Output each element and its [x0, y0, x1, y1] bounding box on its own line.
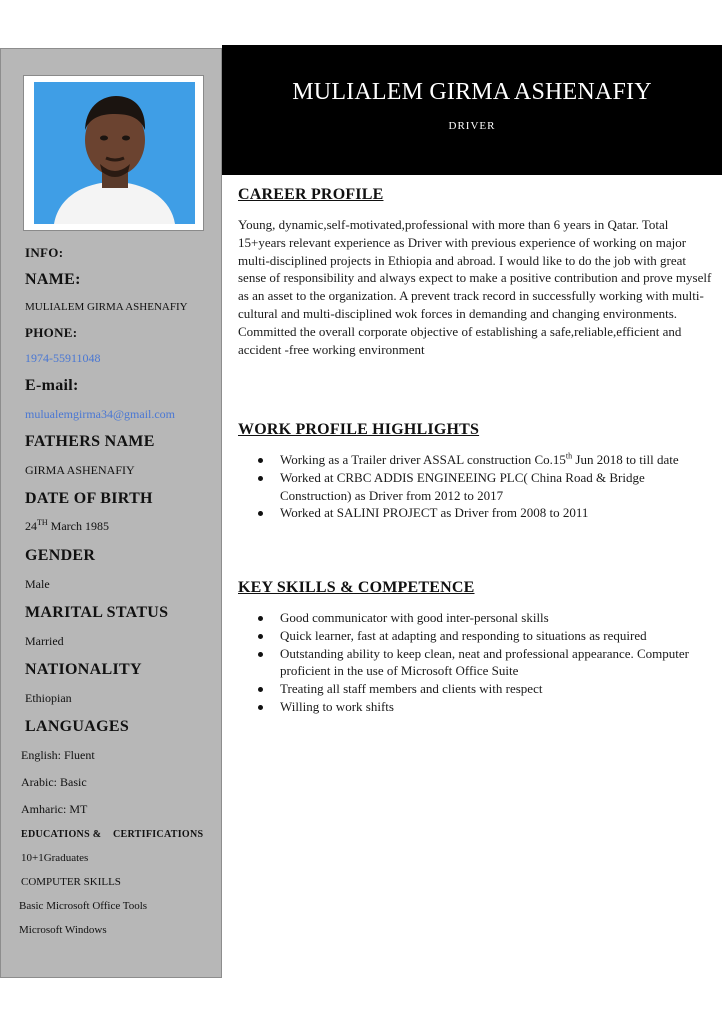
language-arabic: Arabic: Basic: [21, 775, 87, 789]
skill-item: Outstanding ability to keep clean, neat and professional appearance. Computer proficient in the use of Microsoft Office Suite: [256, 645, 696, 681]
nationality-value: Ethiopian: [25, 691, 72, 705]
person-portrait-icon: [34, 82, 195, 224]
gender-value: Male: [25, 577, 50, 591]
certifications-label: CERTIFICATIONS: [113, 829, 204, 840]
education-value: 10+1Graduates: [21, 852, 89, 864]
profile-photo: [34, 82, 195, 224]
candidate-role: DRIVER: [448, 120, 496, 132]
work-item: Worked at SALINI PROJECT as Driver from 2008 to 2011: [256, 504, 696, 522]
work-profile-heading: WORK PROFILE HIGHLIGHTS: [238, 421, 480, 438]
dob-value: [25, 519, 109, 534]
work-item-1-text: Working as a Trailer driver ASSAL construction Co.15: [280, 452, 566, 467]
header-banner: [222, 45, 722, 175]
skill-item: Treating all staff members and clients with respect: [256, 680, 696, 698]
gender-label: GENDER: [25, 547, 96, 564]
email-label: E-mail:: [25, 377, 79, 394]
work-item-1-date: Jun 2018 to till date: [572, 452, 679, 467]
fathers-name-value: GIRMA ASHENAFIY: [25, 463, 135, 477]
dob-suffix: TH: [37, 518, 48, 527]
profile-photo-frame: [23, 75, 204, 231]
dob-label: DATE OF BIRTH: [25, 490, 153, 507]
computer-skill-office: Basic Microsoft Office Tools: [19, 900, 148, 912]
skill-item: Quick learner, fast at adapting and responding to situations as required: [256, 627, 696, 645]
name-label: NAME:: [25, 271, 81, 288]
work-item-1-suffix: th: [565, 451, 573, 461]
language-amharic: Amharic: MT: [21, 802, 88, 816]
work-item: [256, 451, 696, 469]
language-english: English: Fluent: [21, 748, 95, 762]
sidebar: [0, 48, 222, 978]
computer-skill-windows: Microsoft Windows: [19, 924, 107, 936]
info-label: INFO:: [25, 245, 64, 260]
email-value[interactable]: mulualemgirma34@gmail.com: [25, 407, 176, 421]
phone-value[interactable]: 1974-55911048: [25, 351, 101, 365]
skill-item: Good communicator with good inter-personal skills: [256, 609, 696, 627]
marital-status-value: Married: [25, 634, 64, 648]
dob-day: 24: [25, 519, 37, 533]
educations-label: EDUCATIONS &: [21, 829, 102, 840]
work-item: Worked at CRBC ADDIS ENGINEEING PLC( China Road & Bridge Construction) as Driver from 2012 to 2017: [256, 469, 696, 505]
languages-label: LANGUAGES: [25, 718, 130, 735]
name-value: MULIALEM GIRMA ASHENAFIY: [25, 301, 188, 313]
skill-item: Willing to work shifts: [256, 698, 696, 716]
dob-rest: March 1985: [47, 519, 109, 533]
candidate-name: MULIALEM GIRMA ASHENAFIY: [292, 79, 652, 105]
fathers-name-label: FATHERS NAME: [25, 433, 155, 450]
nationality-label: NATIONALITY: [25, 661, 142, 678]
computer-skills-label: COMPUTER SKILLS: [21, 876, 121, 888]
work-list: [256, 451, 696, 522]
marital-status-label: MARITAL STATUS: [25, 604, 169, 621]
career-profile-text: Young, dynamic,self-motivated,professional with more than 6 years in Qatar. Total 15+years relevant experience as Driver with previous experience of working on major multi-disciplined projects in Ethiopia and abroad. I would like to do the job with great sense of responsibility and always expect to make a positive contribution and prove myself as an asset to the organization. A prevent track record in successfully working with multi-cultural and multi-disciplined wok forces in demanding and changing environments. Committed the overall corporate objective of establishing a safe,reliable,efficient and accident -free working environment: [238, 217, 712, 357]
key-skills-heading: KEY SKILLS & COMPETENCE: [238, 579, 475, 596]
career-profile-heading: CAREER PROFILE: [238, 186, 384, 203]
skills-list: [256, 609, 696, 716]
phone-label: PHONE:: [25, 325, 78, 340]
